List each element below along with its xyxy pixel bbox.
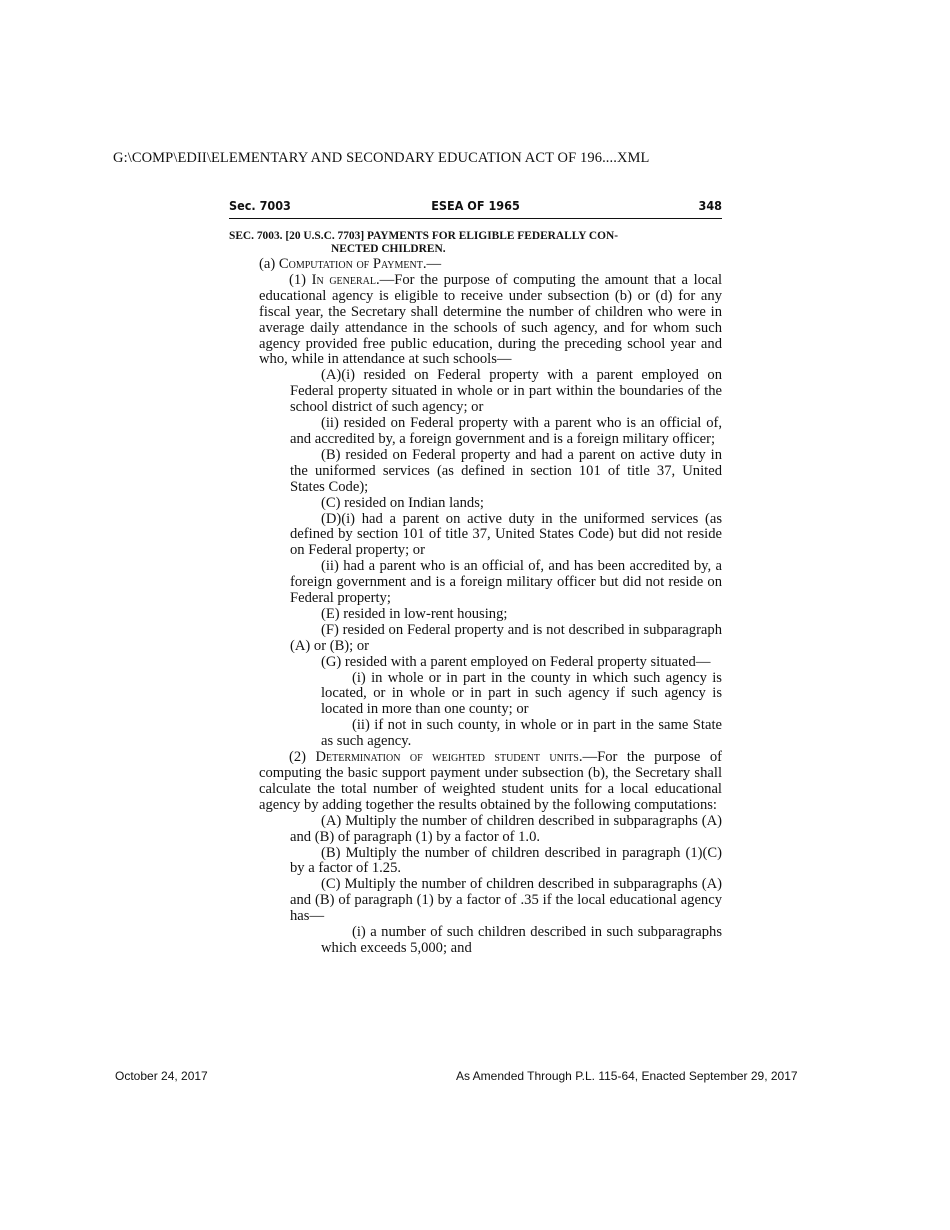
paragraph-1-label: (1) xyxy=(289,271,312,288)
subsection-a-dash: — xyxy=(426,256,442,272)
clause-1-F: (F) resided on Federal property and is not described in subparagraph (A) or (B); or xyxy=(290,621,722,654)
clause-1-B: (B) resided on Federal property and had a parent on active duty in the uniformed services (as defined in section 101 of title 37, United States Code); xyxy=(290,446,722,495)
document-body xyxy=(229,230,722,957)
clause-2-C-i: (i) a number of such children described in such subparagraphs which exceeds 5,000; and xyxy=(321,924,722,956)
clause-2-C: (C) Multiply the number of children described in subparagraphs (A) and (B) of paragraph (1) by a factor of .35 if the local educational agency has— xyxy=(290,876,722,925)
subsection-a-label: (a) xyxy=(259,256,279,272)
footer-amended: As Amended Through P.L. 115-64, Enacted September 29, 2017 xyxy=(456,1069,798,1083)
clause-2-A: (A) Multiply the number of children described in subparagraphs (A) and (B) of paragraph (1) by a factor of 1.0. xyxy=(290,812,722,845)
clause-1-C: (C) resided on Indian lands; xyxy=(321,494,484,511)
paragraph-1-text: —For the purpose of computing the amount that a local educational agency is eligible to receive under subsection (b) or (d) for any fiscal year, the Secretary shall determine the number of children who were in average daily attendance in the schools of such agency, and for whom such agency provided free public education, during the preceding school year and who, while in attendance at such schools— xyxy=(259,271,723,368)
clause-1-E: (E) resided in low-rent housing; xyxy=(321,605,508,622)
running-head-title: ESEA OF 1965 xyxy=(431,198,520,213)
paragraph-2-label: (2) xyxy=(289,749,316,766)
footer-date: October 24, 2017 xyxy=(115,1069,208,1083)
clause-1-A-i: (A)(i) resided on Federal property with a parent employed on Federal property situated in whole or in part within the boundaries of the school district of such agency; or xyxy=(290,367,722,416)
clause-1-D-i: (D)(i) had a parent on active duty in the uniformed services (as defined by section 101 of title 37, United States Code) but did not reside on Federal property; or xyxy=(290,510,722,559)
running-head-section: Sec. 7003 xyxy=(229,198,291,213)
clause-1-G-i: (i) in whole or in part in the county in which such agency is located, or in whole or in part in such agency if such agency is located in more than one county; or xyxy=(321,669,722,718)
subsection-a-heading xyxy=(229,257,722,273)
page-number: 348 xyxy=(698,198,722,213)
paragraph-1-heading: In general. xyxy=(311,271,380,288)
subsection-a-title: Computation of Payment. xyxy=(278,256,427,272)
clause-1-G-ii: (ii) if not in such county, in whole or in part in the same State as such agency. xyxy=(321,717,722,750)
running-head xyxy=(229,198,722,219)
paragraph-2-text: —For the purpose of computing the basic support payment under subsection (b), the Secretary shall calculate the total number of weighted student units for a local educational agency by adding together the results obtained by the following computations: xyxy=(259,749,722,813)
clause-1-G: (G) resided with a parent employed on Federal property situated— xyxy=(321,653,711,670)
paragraph-2 xyxy=(229,750,722,814)
clause-2-B: (B) Multiply the number of children described in paragraph (1)(C) by a factor of 1.25. xyxy=(290,844,722,877)
clause-1-A-ii: (ii) resided on Federal property with a parent who is an official of, and accredited by, a foreign government and is a foreign military officer; xyxy=(290,415,722,447)
section-heading-line2: NECTED CHILDREN. xyxy=(331,242,446,255)
clause-1-D-ii: (ii) had a parent who is an official of, and has been accredited by, a foreign government and is a foreign military officer but did not reside on Federal property; xyxy=(290,558,722,607)
file-path: G:\COMP\EDII\ELEMENTARY AND SECONDARY EDUCATION ACT OF 196....XML xyxy=(113,150,650,166)
paragraph-1 xyxy=(229,273,722,368)
section-heading xyxy=(229,230,722,255)
section-heading-line1: SEC. 7003. [20 U.S.C. 7703] PAYMENTS FOR ELIGIBLE FEDERALLY CON- xyxy=(229,230,619,242)
paragraph-2-heading: Determination of weighted student units. xyxy=(315,749,583,766)
